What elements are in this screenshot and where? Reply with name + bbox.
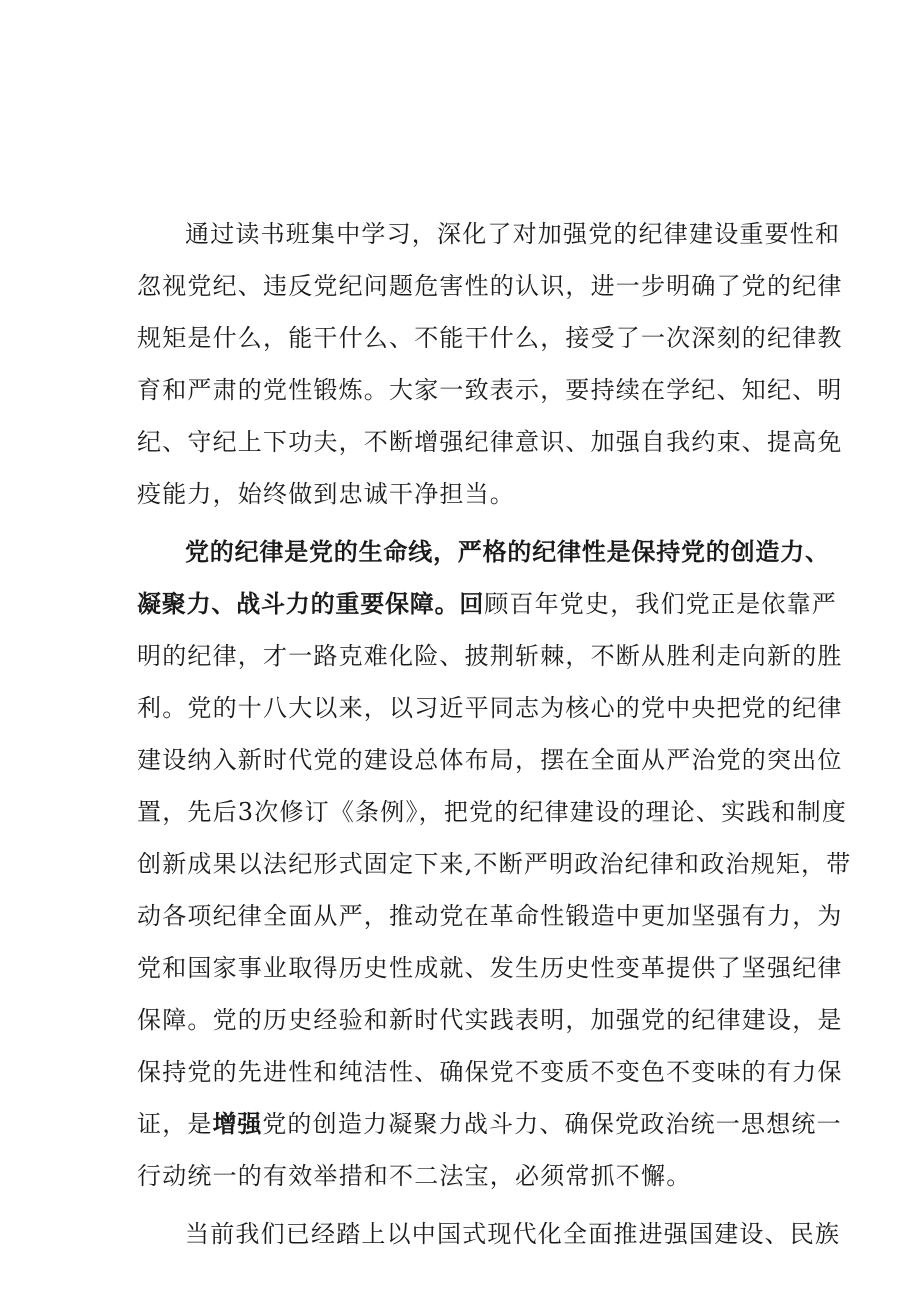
text-line: 利。党的十八大以来，以习近平同志为核心的党中央把党的纪律: [137, 694, 843, 722]
text-line: 疫能力，始终做到忠诚干净担当。: [137, 480, 515, 508]
text-line: 创新成果以法纪形式固定下来,不断严明政治纪律和政治规矩，带: [137, 850, 852, 878]
text-line: 建设纳入新时代党的建设总体布局，摆在全面从严治党的突出位: [137, 746, 843, 774]
text-fragment: 顾百年党史，我们党正是依靠严: [484, 590, 838, 618]
text-line: 通过读书班集中学习，深化了对加强党的纪律建设重要性和: [185, 220, 841, 248]
mixed-text-line: [137, 1098, 842, 1150]
text-line: 纪、守纪上下功夫，不断增强纪律意识、加强自我约束、提高免: [137, 428, 843, 456]
text-line: 育和严肃的党性锻炼。大家一致表示，要持续在学纪、知纪、明: [137, 376, 843, 404]
text-fragment: 党的创造力凝聚力战斗力、确保党政治统一思想统一: [262, 1110, 842, 1138]
text-fragment: 证，是: [137, 1110, 213, 1138]
bold-fragment: 增强: [212, 1110, 263, 1138]
paragraph-3: [137, 1208, 841, 1260]
paragraph-2: [137, 526, 852, 1202]
text-line: 党和国家事业取得历史性成就、发生历史性变革提供了坚强纪律: [137, 954, 843, 982]
bold-heading-line: 党的纪律是党的生命线，严格的纪律性是保持党的创造力、: [185, 538, 830, 566]
text-line: 置，先后3次修订《条例》，把党的纪律建设的理论、实践和制度: [137, 798, 848, 826]
text-line: 保障。党的历史经验和新时代实践表明，加强党的纪律建设，是: [137, 1006, 843, 1034]
text-line: 动各项纪律全面从严，推动党在革命性锻造中更加坚强有力，为: [137, 902, 843, 930]
bold-heading-fragment: 凝聚力、战斗力的重要保障。回: [137, 590, 485, 618]
text-line: 忽视党纪、违反党纪问题危害性的认识，进一步明确了党的纪律: [137, 272, 843, 300]
text-line: 规矩是什么，能干什么、不能干什么，接受了一次深刻的纪律教: [137, 324, 843, 352]
document-body: [137, 208, 852, 1260]
text-line: 保持党的先进性和纯洁性、确保党不变质不变色不变味的有力保: [137, 1058, 843, 1086]
text-line: 行动统一的有效举措和不二法宝，必须常抓不懈。: [137, 1162, 692, 1190]
paragraph-1: [137, 208, 843, 520]
text-line: 当前我们已经踏上以中国式现代化全面推进强国建设、民族: [185, 1220, 841, 1248]
text-line: 明的纪律，才一路克难化险、披荆斩棘，不断从胜利走向新的胜: [137, 642, 843, 670]
mixed-text-line: [137, 578, 838, 630]
